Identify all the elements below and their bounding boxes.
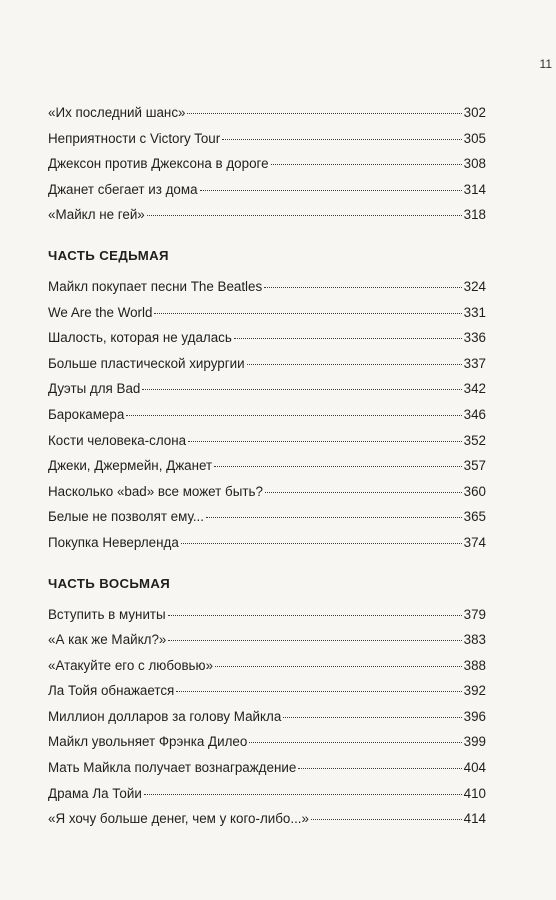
- dot-leader: [249, 742, 461, 743]
- toc-entry: [48, 428, 486, 454]
- toc-entry-title: Покупка Неверленда: [48, 534, 179, 550]
- dot-leader: [181, 543, 462, 544]
- toc-entry-page: 336: [463, 330, 486, 346]
- toc-entry-page: 346: [463, 406, 486, 422]
- dot-leader: [247, 364, 462, 365]
- toc-entry-title: Миллион долларов за голову Майкла: [48, 708, 282, 724]
- toc-entry-title: Насколько «bad» все может быть?: [48, 483, 263, 499]
- toc-entry-title: Кости человека-слона: [48, 432, 187, 448]
- toc-entry-page: 404: [463, 760, 486, 776]
- toc-entry: [48, 653, 486, 679]
- toc-entry-page: 365: [463, 509, 486, 525]
- toc-entry-page: 314: [463, 181, 486, 197]
- toc-entry: [48, 504, 486, 530]
- toc-entry: [48, 781, 486, 807]
- toc-entry-title: Дуэты для Bad: [48, 381, 141, 397]
- toc-entry: [48, 602, 486, 628]
- toc-entry-title: Джексон против Джексона в дороге: [48, 156, 269, 172]
- toc-entry-title: Белые не позволят ему...: [48, 509, 204, 525]
- dot-leader: [126, 415, 461, 416]
- toc-entry: [48, 100, 486, 126]
- dot-leader: [271, 164, 462, 165]
- toc-entry: [48, 704, 486, 730]
- toc-entry: [48, 325, 486, 351]
- toc-entry-page: 399: [463, 734, 486, 750]
- toc-entry-title: «А как же Майкл?»: [48, 632, 167, 648]
- toc-entry: [48, 202, 486, 228]
- toc-entry-title: Майкл покупает песни The Beatles: [48, 278, 263, 294]
- toc-entry: [48, 453, 486, 479]
- toc-entry-page: 337: [463, 355, 486, 371]
- toc-entry: [48, 351, 486, 377]
- toc-entry-page: 331: [463, 304, 486, 320]
- toc-entry: [48, 151, 486, 177]
- toc-entry: [48, 126, 486, 152]
- toc-entry-title: Майкл увольняет Фрэнка Дилео: [48, 734, 248, 750]
- toc-entry-page: 302: [463, 105, 486, 120]
- dot-leader: [144, 794, 462, 795]
- dot-leader: [154, 313, 461, 314]
- toc-entry-title: Неприятности с Victory Tour: [48, 130, 221, 146]
- toc-entry: [48, 530, 486, 556]
- toc-entry: [48, 806, 486, 832]
- page-number: 11: [539, 57, 552, 71]
- toc-entry-page: 342: [463, 381, 486, 397]
- toc-entry-page: 396: [463, 708, 486, 724]
- dot-leader: [147, 215, 462, 216]
- dot-leader: [214, 466, 462, 467]
- dot-leader: [168, 640, 461, 641]
- toc-entry-title: We Are the World: [48, 304, 153, 320]
- toc-entry-title: «Их последний шанс»: [48, 105, 186, 120]
- toc-entry-title: «Атакуйте его с любовью»: [48, 657, 214, 673]
- toc-entry-page: 352: [463, 432, 486, 448]
- toc-group-part-seven: [48, 244, 486, 556]
- toc-entry-title: Джанет сбегает из дома: [48, 181, 198, 197]
- dot-leader: [187, 113, 461, 114]
- toc-entry-title: Больше пластической хирургии: [48, 355, 245, 371]
- toc-entry-page: 308: [463, 156, 486, 172]
- dot-leader: [264, 287, 461, 288]
- dot-leader: [298, 768, 461, 769]
- toc-entry-title: «Майкл не гей»: [48, 207, 145, 223]
- toc-entry-page: 388: [463, 657, 486, 673]
- toc-entry-title: Шалость, которая не удалась: [48, 330, 232, 346]
- dot-leader: [142, 389, 461, 390]
- toc-entry: [48, 755, 486, 781]
- dot-leader: [168, 615, 462, 616]
- dot-leader: [222, 139, 461, 140]
- toc-entry-page: 357: [463, 458, 486, 474]
- toc-entry-page: 324: [463, 278, 486, 294]
- part-heading: ЧАСТЬ ВОСЬМАЯ: [48, 575, 171, 591]
- toc-entry: [48, 479, 486, 505]
- dot-leader: [283, 717, 461, 718]
- dot-leader: [188, 441, 462, 442]
- toc-entry: [48, 678, 486, 704]
- toc-group-continued: [48, 100, 486, 228]
- dot-leader: [206, 517, 462, 518]
- toc-entry-title: Мать Майкла получает вознаграждение: [48, 760, 297, 776]
- part-heading: ЧАСТЬ СЕДЬМАЯ: [48, 247, 169, 263]
- dot-leader: [234, 338, 462, 339]
- toc-entry: [48, 376, 486, 402]
- toc-entry: [48, 300, 486, 326]
- toc-entry: [48, 177, 486, 203]
- toc-entry-page: 318: [463, 207, 486, 223]
- toc-entry-title: Драма Ла Тойи: [48, 785, 142, 801]
- toc-entry-title: Ла Тойя обнажается: [48, 683, 175, 699]
- dot-leader: [265, 492, 462, 493]
- toc-entry-page: 360: [463, 483, 486, 499]
- toc-entry-title: Вступить в муниты: [48, 606, 166, 622]
- toc-entry-page: 379: [463, 606, 486, 622]
- toc-group-part-eight: [48, 572, 486, 832]
- toc-entry-page: 410: [463, 785, 486, 801]
- dot-leader: [215, 666, 462, 667]
- toc-entry-page: 374: [463, 534, 486, 550]
- dot-leader: [176, 691, 461, 692]
- dot-leader: [200, 190, 462, 191]
- toc-entry-title: «Я хочу больше денег, чем у кого-либо...»: [48, 811, 309, 827]
- toc-entry-page: 305: [463, 130, 486, 146]
- toc-entry-page: 383: [463, 632, 486, 648]
- table-of-contents: [48, 100, 486, 832]
- toc-entry: [48, 627, 486, 653]
- toc-entry-page: 392: [463, 683, 486, 699]
- toc-entry: [48, 729, 486, 755]
- toc-entry: [48, 274, 486, 300]
- toc-entry-page: 414: [463, 811, 486, 827]
- toc-entry-title: Барокамера: [48, 406, 125, 422]
- toc-entry: [48, 402, 486, 428]
- toc-entry-title: Джеки, Джермейн, Джанет: [48, 458, 213, 474]
- dot-leader: [311, 819, 462, 820]
